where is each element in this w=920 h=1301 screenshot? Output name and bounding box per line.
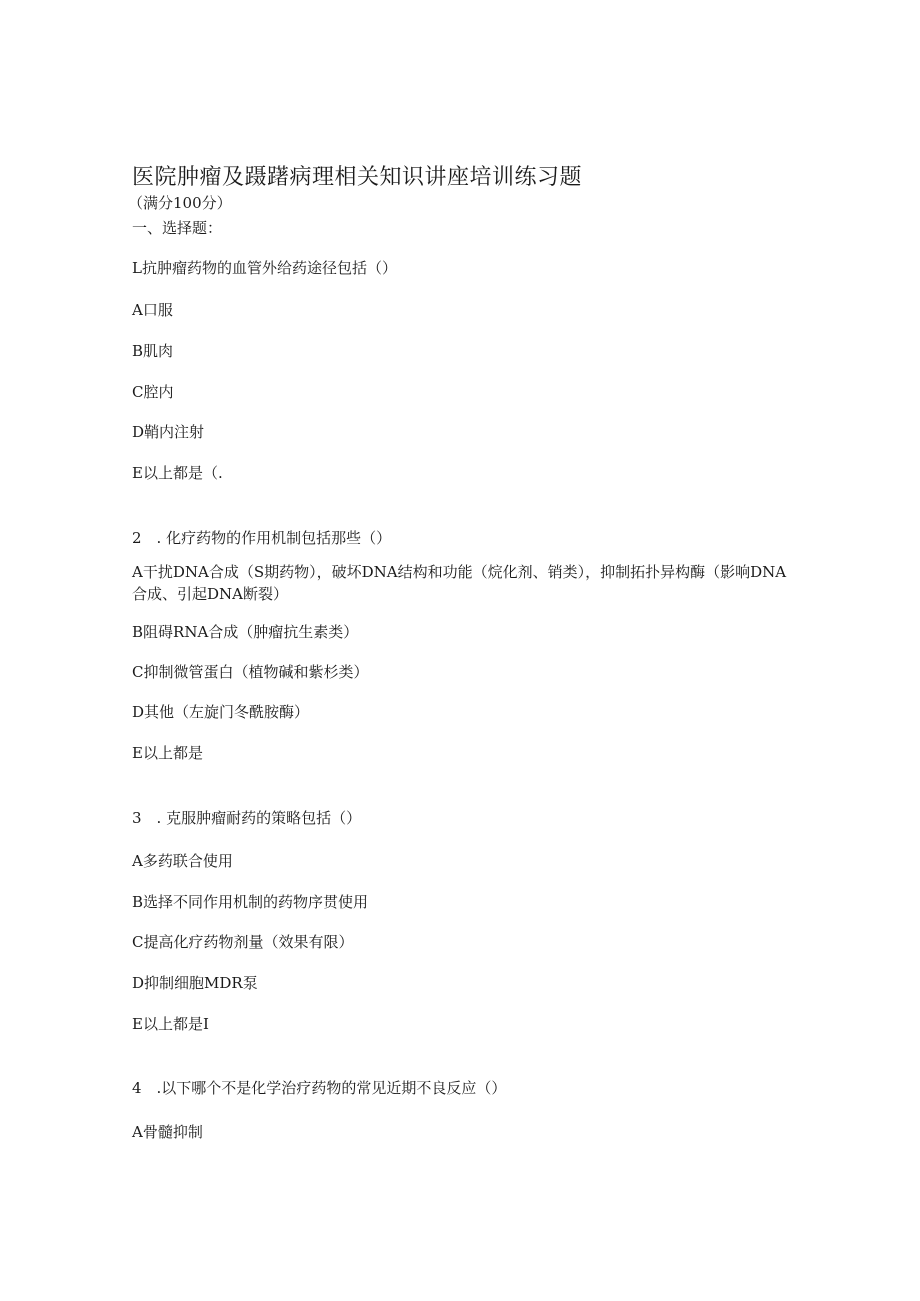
question-1-option-b: B肌肉: [132, 342, 174, 360]
question-3-option-c: C提高化疗药物剂量（效果有限）: [132, 933, 354, 951]
question-3-option-e: E以上都是I: [132, 1015, 209, 1033]
question-2-stem: 2 . 化疗药物的作用机制包括那些（）: [132, 529, 392, 547]
question-3-option-a: A多药联合使用: [132, 852, 233, 870]
question-1-stem: L抗肿瘤药物的血管外给药途径包括（）: [132, 259, 397, 277]
question-1-option-e: E以上都是（.: [132, 464, 223, 482]
question-3-stem: 3 . 克服肿瘤耐药的策略包括（）: [132, 809, 362, 827]
question-3-option-b: B选择不同作用机制的药物序贯使用: [132, 893, 369, 911]
section-heading: 一、选择题：: [132, 219, 223, 237]
question-2-option-b: B阻碍RNA合成（肿瘤抗生素类）: [132, 623, 359, 641]
question-1-option-c: C腔内: [132, 383, 174, 401]
question-4-option-a: A骨髓抑制: [132, 1123, 203, 1141]
question-2-option-e: E以上都是: [132, 744, 203, 762]
question-1-option-d: D鞘内注射: [132, 423, 205, 441]
question-2-option-d: D其他（左旋门冬酰胺酶）: [132, 703, 310, 721]
question-2-option-a: A干扰DNA合成（S期药物），破坏DNA结构和功能（烷化剂、销类），抑制拓扑异构酶（影响DNA合成、引起DNA断裂）: [132, 563, 787, 603]
document-title: 医院肿瘤及蹑躇病理相关知识讲座培训练习题: [132, 165, 583, 190]
question-2-option-c: C抑制微管蛋白（植物碱和紫杉类）: [132, 663, 369, 681]
question-1-option-a: A口服: [132, 301, 173, 319]
question-4-stem: 4 .以下哪个不是化学治疗药物的常见近期不良反应（）: [132, 1079, 507, 1097]
score-note: （满分100分）: [128, 194, 232, 212]
question-3-option-d: D抑制细胞MDR泵: [132, 974, 258, 992]
